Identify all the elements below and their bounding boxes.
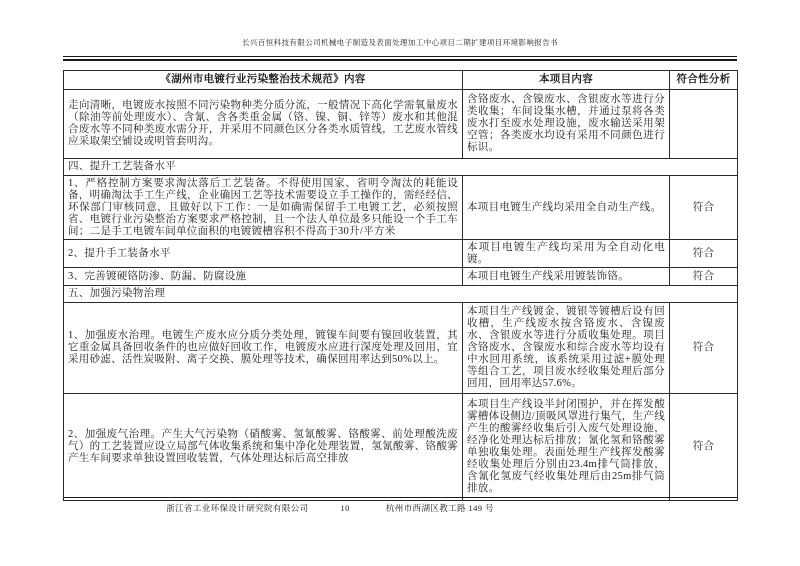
header-analysis-column: 符合性分析 xyxy=(670,71,738,90)
table-row xyxy=(64,176,738,240)
analysis-cell: 符合 xyxy=(670,394,738,501)
section-row xyxy=(64,286,738,303)
spec-cell: 1、严格控制方案要求淘汰落后工艺装备。不得使用国家、省明令淘汰的耗能设备，明确淘汰手工生产线，企业确因工艺等技术需要设立手工操作的，需经经信、环保部门审核同意，且做好以下工作：一是如确需保留手工电镀工艺，必须按照省、电镀行业污染整治方案要求严格控制，且一个法人单位最多只能设一个手工车间；二是手工电镀车间单位面积的电镀镀槽容积不得高于30升/平方米 xyxy=(64,176,463,240)
analysis-cell: 符合 xyxy=(670,268,738,286)
spec-cell: 2、提升手工装备水平 xyxy=(64,240,463,268)
table-header-row xyxy=(64,71,738,90)
footer-address: 杭州市西湖区教工路 149 号 xyxy=(385,503,494,513)
project-cell: 本项目电镀生产线均采用全自动生产线。 xyxy=(463,176,670,240)
table-row xyxy=(64,90,738,159)
analysis-cell: 符合 xyxy=(670,240,738,268)
analysis-cell: 符合 xyxy=(670,176,738,240)
section-header-cell: 四、提升工艺装备水平 xyxy=(64,159,738,176)
page-header-title: 长兴百恒科技有限公司机械电子制造及表面处理加工中心项目二期扩建项目环境影响报告书 xyxy=(242,38,558,47)
table-row xyxy=(64,394,738,501)
footer-company: 浙江省工业环保设计研究院有限公司 xyxy=(166,503,309,513)
footer-page-number: 10 xyxy=(340,503,350,513)
section-header-cell: 五、加强污染物治理 xyxy=(64,286,738,303)
spec-cell: 走向清晰，电镀废水按照不同污染物种类分质分流，一般情况下高化学需氧量废水（除油等前处理废水）、含氰、含各类重金属（铬、镍、铜、锌等）废水和其他混合废水等不同种类废水需分开，并采用不同颜色区分各类水质管线，工艺废水管线应采取架空铺设或明管套明沟。 xyxy=(64,90,463,159)
page-footer xyxy=(0,502,667,514)
project-cell: 本项目电镀生产线均采用为全自动化电镀。 xyxy=(463,240,670,268)
table-row xyxy=(64,268,738,286)
header-project-column: 本项目内容 xyxy=(463,71,670,90)
compliance-table xyxy=(63,70,738,501)
project-cell: 本项目生产线镀金、镀银等镀槽后设有回收槽，生产线废水按含铬废水、含镍废水、含银废水等进行分质收集处理。项目含铬废水、含镍废水和综合废水等均设有中水回用系统，该系统采用过滤+膜处理等组合工艺，项目废水经收集处理后部分回用，回用率达57.6%。 xyxy=(463,303,670,394)
header-double-rule xyxy=(63,56,737,61)
spec-cell: 1、加强废水治理。电镀生产废水应分质分类处理，镀镍车间要有镍回收装置，其它重金属具备回收条件的也应做好回收工作，电镀废水应进行深度处理及回用，宜采用砂滤、活性炭吸附、离子交换、膜处理等技术，确保回用率达到50%以上。 xyxy=(64,303,463,394)
spec-cell: 2、加强废气治理。产生大气污染物（硝酸雾、氢氰酸雾、铬酸雾、前处理酸洗废气）的工艺装置应设立局部气体收集系统和集中净化处理装置，氢氰酸雾、铬酸雾产生车间要求单独设置回收装置，气体处理达标后高空排放 xyxy=(64,394,463,501)
project-cell: 本项目生产线设半封闭围护，并在挥发酸雾槽体设侧边/顶吸风罩进行集气，生产线产生的酸雾经收集后引入废气处理设施，经净化处理达标后排放；氰化氢和铬酸雾单独收集处理。表面处理生产线挥发酸雾经收集处理后分别由23.4m排气筒排放，含氰化氢废气经收集处理后由25m排气筒排放。 xyxy=(463,394,670,501)
header-spec-column: 《湖州市电镀行业污染整治技术规范》内容 xyxy=(64,71,463,90)
spec-cell: 3、完善镀硬铬防渗、防漏、防腐设施 xyxy=(64,268,463,286)
table-row xyxy=(64,240,738,268)
section-row xyxy=(64,159,738,176)
table-row xyxy=(64,303,738,394)
analysis-cell: 符合 xyxy=(670,303,738,394)
analysis-cell xyxy=(670,90,738,159)
project-cell: 含铬废水、含镍废水、含银废水等进行分类收集；车间设集水槽，并通过泵将各类废水打至废水处理设施，废水输送采用架空管；各类废水均设有采用不同颜色进行标识。 xyxy=(463,90,670,159)
project-cell: 本项目电镀生产线采用镀装饰铬。 xyxy=(463,268,670,286)
footer-rule xyxy=(63,497,737,498)
